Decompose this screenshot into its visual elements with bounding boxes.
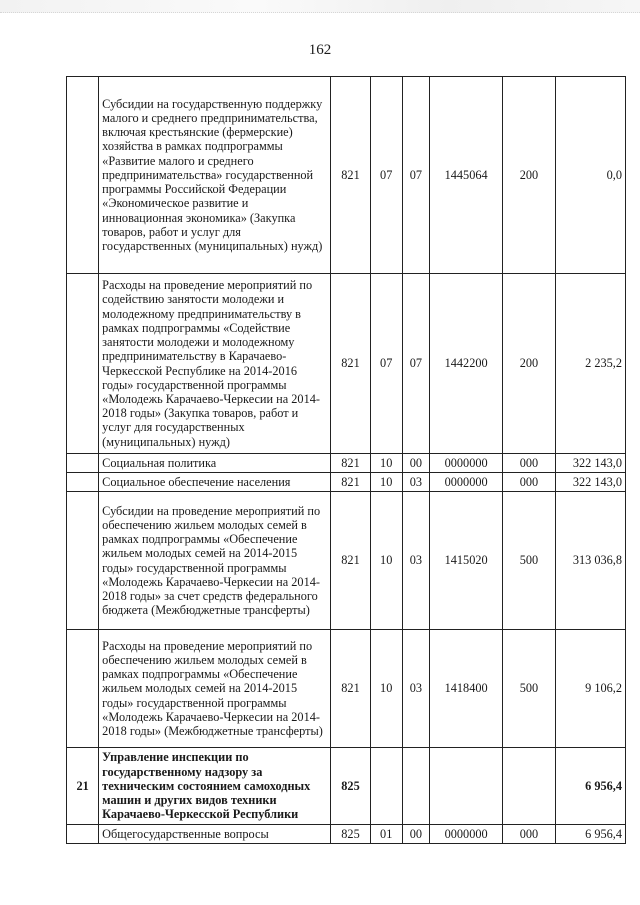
table-row <box>67 274 626 454</box>
ministry-code: 825 <box>331 748 370 825</box>
amount: 9 106,2 <box>555 630 625 748</box>
ministry-code: 821 <box>331 77 370 274</box>
ministry-code: 821 <box>331 274 370 454</box>
expense-type-code: 000 <box>503 454 555 473</box>
amount: 6 956,4 <box>555 748 625 825</box>
subsection-code: 00 <box>402 454 429 473</box>
target-article-code: 0000000 <box>429 454 502 473</box>
row-number <box>67 473 99 492</box>
target-article-code <box>429 748 502 825</box>
expense-name: Расходы на проведение мероприятий по содействию занятости молодежи и молодежному предпринимательству в рамках подпрограммы «Содействие занятости молодежи и молодежному предпринимательству в Карачаево-Черкесской Республике на 2014-2016 годы» государственной программы «Молодежь Карачаево-Черкесии на 2014-2018 годы» (Закупка товаров, работ и услуг для государственных (муниципальных) нужд) <box>99 274 331 454</box>
expense-type-code: 200 <box>503 274 555 454</box>
amount: 2 235,2 <box>555 274 625 454</box>
expense-name: Расходы на проведение мероприятий по обеспечению жильем молодых семей в рамках подпрограммы «Обеспечение жильем молодых семей на 2014-2015 годы» государственной программы «Молодежь Карачаево-Черкесии на 2014-2018 годы» (Межбюджетные трансферты) <box>99 630 331 748</box>
row-number <box>67 825 99 844</box>
ministry-code: 821 <box>331 492 370 630</box>
expense-name: Социальное обеспечение населения <box>99 473 331 492</box>
section-code: 10 <box>370 454 402 473</box>
expense-name: Общегосударственные вопросы <box>99 825 331 844</box>
ministry-code: 821 <box>331 473 370 492</box>
subsection-code: 07 <box>402 77 429 274</box>
target-article-code: 0000000 <box>429 825 502 844</box>
section-code: 01 <box>370 825 402 844</box>
expense-type-code: 500 <box>503 630 555 748</box>
table-row <box>67 473 626 492</box>
subsection-code: 03 <box>402 473 429 492</box>
row-number <box>67 77 99 274</box>
amount: 6 956,4 <box>555 825 625 844</box>
target-article-code: 1445064 <box>429 77 502 274</box>
expense-type-code <box>503 748 555 825</box>
table-row <box>67 630 626 748</box>
section-code: 07 <box>370 274 402 454</box>
budget-table <box>66 76 626 844</box>
ministry-code: 825 <box>331 825 370 844</box>
target-article-code: 1442200 <box>429 274 502 454</box>
section-code: 10 <box>370 630 402 748</box>
expense-type-code: 000 <box>503 473 555 492</box>
ministry-code: 821 <box>331 454 370 473</box>
amount: 313 036,8 <box>555 492 625 630</box>
subsection-code: 03 <box>402 492 429 630</box>
ministry-code: 821 <box>331 630 370 748</box>
subsection-code: 00 <box>402 825 429 844</box>
target-article-code: 0000000 <box>429 473 502 492</box>
row-number <box>67 630 99 748</box>
amount: 322 143,0 <box>555 454 625 473</box>
section-code <box>370 748 402 825</box>
expense-type-code: 200 <box>503 77 555 274</box>
table-row <box>67 492 626 630</box>
expense-name: Управление инспекции по государственному надзору за техническим состоянием самоходных машин и других видов техники Карачаево-Черкесской Республики <box>99 748 331 825</box>
expense-name: Социальная политика <box>99 454 331 473</box>
scan-edge <box>0 0 640 13</box>
row-number <box>67 454 99 473</box>
row-number: 21 <box>67 748 99 825</box>
target-article-code: 1418400 <box>429 630 502 748</box>
table-row <box>67 77 626 274</box>
table-row <box>67 454 626 473</box>
expense-name: Субсидии на проведение мероприятий по обеспечению жильем молодых семей в рамках подпрограммы «Обеспечение жильем молодых семей на 2014-2015 годы» государственной программы «Молодежь Карачаево-Черкесии на 2014-2018 годы» за счет средств федерального бюджета (Межбюджетные трансферты) <box>99 492 331 630</box>
subsection-code <box>402 748 429 825</box>
expense-name: Субсидии на государственную поддержку малого и среднего предпринимательства, включая крестьянские (фермерские) хозяйства в рамках подпрограммы «Развитие малого и среднего предпринимательства» государственной программы Российской Федерации «Экономическое развитие и инновационная экономика» (Закупка товаров, работ и услуг для государственных (муниципальных) нужд) <box>99 77 331 274</box>
expense-type-code: 500 <box>503 492 555 630</box>
subsection-code: 03 <box>402 630 429 748</box>
amount: 322 143,0 <box>555 473 625 492</box>
section-code: 07 <box>370 77 402 274</box>
row-number <box>67 274 99 454</box>
section-code: 10 <box>370 492 402 630</box>
section-code: 10 <box>370 473 402 492</box>
expense-type-code: 000 <box>503 825 555 844</box>
target-article-code: 1415020 <box>429 492 502 630</box>
row-number <box>67 492 99 630</box>
subsection-code: 07 <box>402 274 429 454</box>
table-row <box>67 748 626 825</box>
table-row <box>67 825 626 844</box>
page-number: 162 <box>308 42 332 58</box>
amount: 0,0 <box>555 77 625 274</box>
